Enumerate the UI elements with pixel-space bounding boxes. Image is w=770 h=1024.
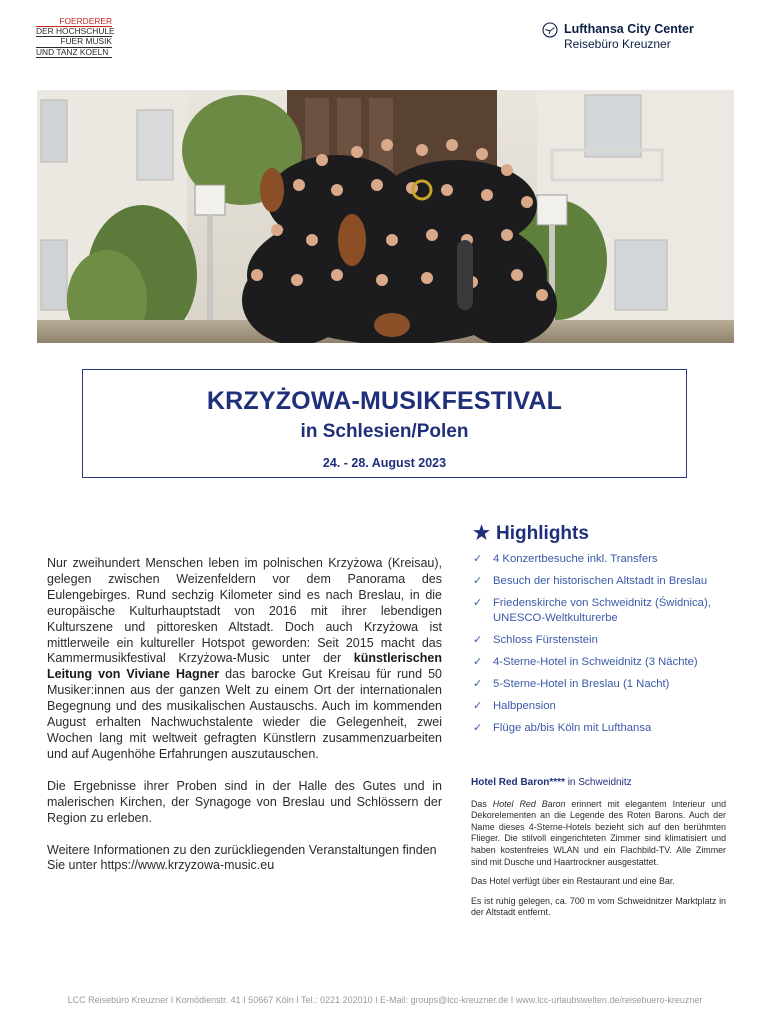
checkmark-icon: ✓ bbox=[473, 722, 483, 734]
highlight-text: 4 Konzertbesuche inkl. Transfers bbox=[493, 553, 658, 565]
checkmark-icon: ✓ bbox=[473, 700, 483, 712]
list-item bbox=[473, 699, 728, 714]
hotel-p1-pre: Das bbox=[471, 798, 487, 809]
list-item bbox=[473, 596, 728, 626]
logo-line-2: DER HOCHSCHULE bbox=[36, 26, 115, 37]
highlights-title: Highlights bbox=[496, 523, 589, 544]
hotel-p1-post: erinnert mit elegantem Interieur und Dekorelementen an die Legende des Roten Barons. Auch der Name dieses 4-Sterne-Hotels bezieht sich auf den berühmten Flieger. Die stilvoll eingerichteten Zimmer sind klimatisiert und haben kostenfreies WLAN und ein Flachbild-TV. Alle Zimmer sind mit Dusche und Haartrockner ausgestattet. bbox=[471, 798, 727, 867]
lufthansa-city-center-logo bbox=[542, 21, 732, 51]
hotel-paragraph-2: Das Hotel verfügt über ein Restaurant und eine Bar. bbox=[471, 876, 675, 887]
crane-icon bbox=[542, 22, 558, 38]
event-date: 24. - 28. August 2023 bbox=[322, 456, 447, 470]
paragraph-1-a: Nur zweihundert Menschen leben im polnischen Krzyżowa (Kreisau), gelegen zwischen Weizenfeldern vor dem Panorama des Eulengebirges. Rund sechzig Kilometer sind es nach Breslau, in die europäische Kulturhauptstadt von 2016 mit ihrer lebendigen Kulturszene und pittoresken Altstadt. Doch auch Krzyżowa ist mittlerweile ein kultureller Hotspot geworden: Seit 2015 macht das Kammermusikfestival Krzyżowa-Music unter der bbox=[47, 556, 442, 666]
logo-line-4: UND TANZ KOELN bbox=[36, 48, 112, 58]
hotel-name-italic: Hotel Red Baron bbox=[492, 798, 566, 809]
logo-line-3: FUER MUSIK bbox=[36, 37, 112, 47]
page-title: KRZYŻOWA-MUSIKFESTIVAL bbox=[206, 387, 563, 415]
brand-name: Lufthansa City Center bbox=[564, 22, 694, 36]
paragraph-2: Die Ergebnisse ihrer Proben sind in der Halle des Gutes und in malerischen Kirchen, der Synagoge von Breslau und Schlössern der Region zu erleben. bbox=[47, 778, 442, 825]
hotel-paragraph-1 bbox=[471, 799, 726, 869]
star-icon: ★ bbox=[473, 523, 491, 544]
hotel-paragraph-3: Es ist ruhig gelegen, ca. 700 m vom Schweidnitzer Marktplatz in der Altstadt entfernt. bbox=[471, 895, 726, 918]
artistic-direction: künstlerischen Leitung von Viviane Hagner bbox=[47, 651, 442, 682]
highlight-text: Besuch der historischen Altstadt in Breslau bbox=[493, 575, 708, 587]
list-item bbox=[473, 633, 728, 648]
highlights-heading bbox=[473, 522, 589, 545]
highlight-text: Halbpension bbox=[493, 700, 556, 712]
highlights-list bbox=[473, 552, 728, 743]
checkmark-icon: ✓ bbox=[473, 634, 483, 646]
highlight-text: 5-Sterne-Hotel in Breslau (1 Nacht) bbox=[493, 678, 670, 690]
paragraph-3: Weitere Informationen zu den zurückliegenden Veranstaltungen finden Sie unter https://www.krzyzowa-music.eu bbox=[47, 842, 437, 873]
list-item bbox=[473, 677, 728, 692]
brand-subtitle: Reisebüro Kreuzner bbox=[564, 37, 671, 51]
title-box bbox=[82, 369, 687, 478]
footer-contact: LCC Reisebüro Kreuzner I Komödienstr. 41 I 50667 Köln I Tel.: 0221 202010 I E-Mail: groups@lcc-kreuzner.de I www.lcc-urlaubswelten.de/reisebuero-kreuzner bbox=[67, 995, 703, 1005]
paragraph-1-b: das barocke Gut Kreisau für rund 50 Musiker:innen aus der ganzen Welt zu einem Ort der internationalen Begegnung und des musikalischen Austauschs. Auch im kommenden August erhalten Nachwuchstalente wieder die Gelegenheit, zwei Wochen lang mit weltweit gefragten Künstlern zusammenzuarbeiten und auf Augenhöhe Erfahrungen auszutauschen. bbox=[47, 667, 442, 761]
foerderer-logo bbox=[36, 16, 115, 58]
description-text bbox=[47, 556, 442, 890]
hotel-heading bbox=[471, 777, 726, 789]
checkmark-icon: ✓ bbox=[473, 678, 483, 690]
highlight-text: Schloss Fürstenstein bbox=[493, 634, 598, 646]
highlight-text: Friedenskirche von Schweidnitz (Świdnica), UNESCO-Weltkulturerbe bbox=[493, 597, 711, 624]
highlight-text: Flüge ab/bis Köln mit Lufthansa bbox=[493, 722, 652, 734]
logo-line-1: FOERDERER bbox=[36, 17, 112, 27]
checkmark-icon: ✓ bbox=[473, 553, 483, 565]
hotel-name: Hotel Red Baron**** bbox=[471, 777, 565, 788]
checkmark-icon: ✓ bbox=[473, 656, 483, 668]
paragraph-1 bbox=[47, 556, 442, 763]
list-item bbox=[473, 552, 728, 567]
hotel-section bbox=[471, 777, 726, 927]
checkmark-icon: ✓ bbox=[473, 575, 483, 587]
orchestra-photo bbox=[37, 90, 734, 343]
checkmark-icon: ✓ bbox=[473, 597, 483, 609]
highlight-text: 4-Sterne-Hotel in Schweidnitz (3 Nächte) bbox=[493, 656, 698, 668]
list-item bbox=[473, 655, 728, 670]
list-item bbox=[473, 574, 728, 589]
list-item bbox=[473, 721, 728, 736]
hotel-location: in Schweidnitz bbox=[567, 777, 632, 788]
page-subtitle: in Schlesien/Polen bbox=[300, 421, 469, 442]
